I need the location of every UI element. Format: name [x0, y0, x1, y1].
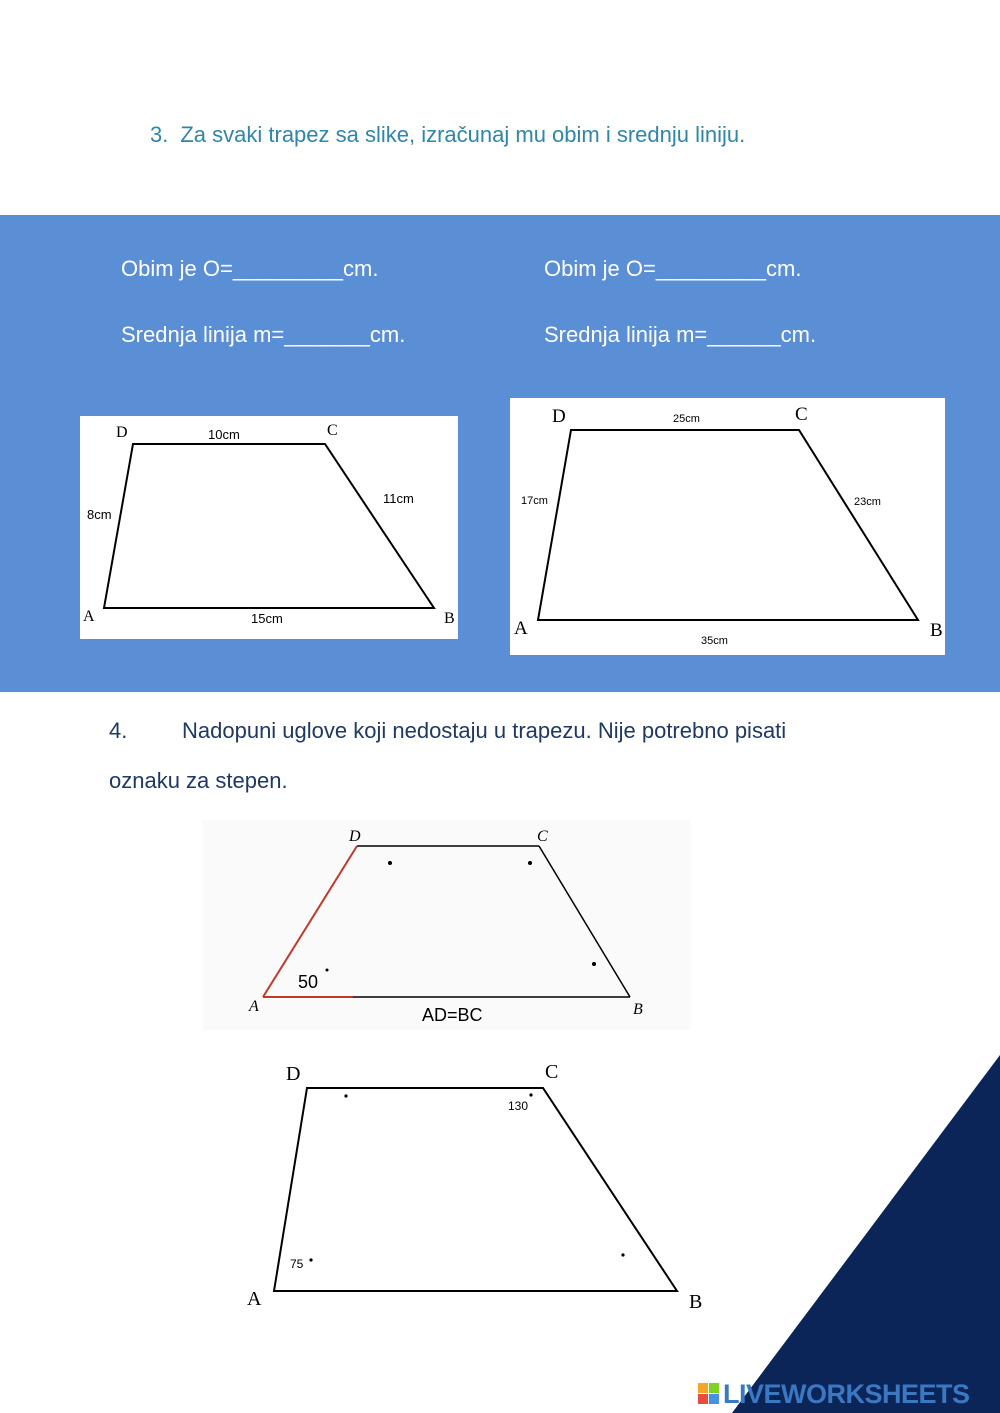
- fig1-left-length: 8cm: [87, 507, 112, 522]
- ang-vertex-c: C: [545, 1061, 559, 1083]
- fig1-vertex-c: C: [327, 422, 338, 439]
- iso-vertex-b: B: [633, 1001, 643, 1018]
- iso-vertex-c: C: [537, 828, 548, 845]
- task4-number: 4.: [109, 718, 128, 743]
- right-midline-line[interactable]: Srednja linija m=______cm.: [544, 322, 817, 347]
- task4-text-line1: Nadopuni uglove koji nedostaju u trapezu. Nije potrebno pisati: [182, 718, 787, 743]
- iso-vertex-d: D: [349, 828, 361, 845]
- fig1-vertex-b: B: [444, 610, 455, 627]
- ang-vertex-b: B: [689, 1291, 703, 1313]
- right-perimeter-line[interactable]: Obim je O=_________cm.: [544, 256, 802, 281]
- ang-vertex-d: D: [286, 1063, 301, 1085]
- left-midline-line[interactable]: Srednja linija m=_______cm.: [121, 322, 406, 347]
- iso-equal-sides-caption: AD=BC: [422, 1005, 483, 1025]
- fig2-left-length: 17cm: [521, 495, 548, 507]
- fig2-right-length: 23cm: [854, 496, 881, 508]
- task3-title-text: Za svaki trapez sa slike, izračunaj mu obim i srednju liniju.: [180, 122, 746, 147]
- fig2-vertex-b: B: [930, 620, 943, 641]
- fig1-top-length: 10cm: [208, 427, 240, 442]
- fig1-bottom-length: 15cm: [251, 611, 283, 626]
- left-perimeter-line[interactable]: Obim je O=_________cm.: [121, 256, 379, 281]
- ang-angle-c-value: 130: [508, 1099, 529, 1113]
- fig2-vertex-a: A: [514, 618, 528, 639]
- fig1-vertex-a: A: [83, 608, 95, 625]
- iso-vertex-a: A: [249, 998, 259, 1015]
- ang-angle-a-value: 75: [290, 1257, 304, 1271]
- fig1-right-length: 11cm: [383, 491, 414, 506]
- task4-text-line2: oznaku za stepen.: [109, 768, 288, 793]
- fig2-top-length: 25cm: [673, 413, 700, 425]
- task3-number: 3.: [150, 122, 169, 147]
- ang-vertex-a: A: [247, 1288, 262, 1310]
- liveworksheets-logo: [698, 1378, 970, 1410]
- fig2-vertex-d: D: [552, 406, 566, 427]
- watermark-text: LIVEWORKSHEETS: [723, 1378, 970, 1409]
- fig1-vertex-d: D: [116, 424, 128, 441]
- fig2-bottom-length: 35cm: [701, 635, 728, 647]
- fig2-vertex-c: C: [795, 404, 808, 425]
- iso-angle-a-value: 50: [298, 972, 319, 992]
- logo-cube-icon: [698, 1383, 720, 1405]
